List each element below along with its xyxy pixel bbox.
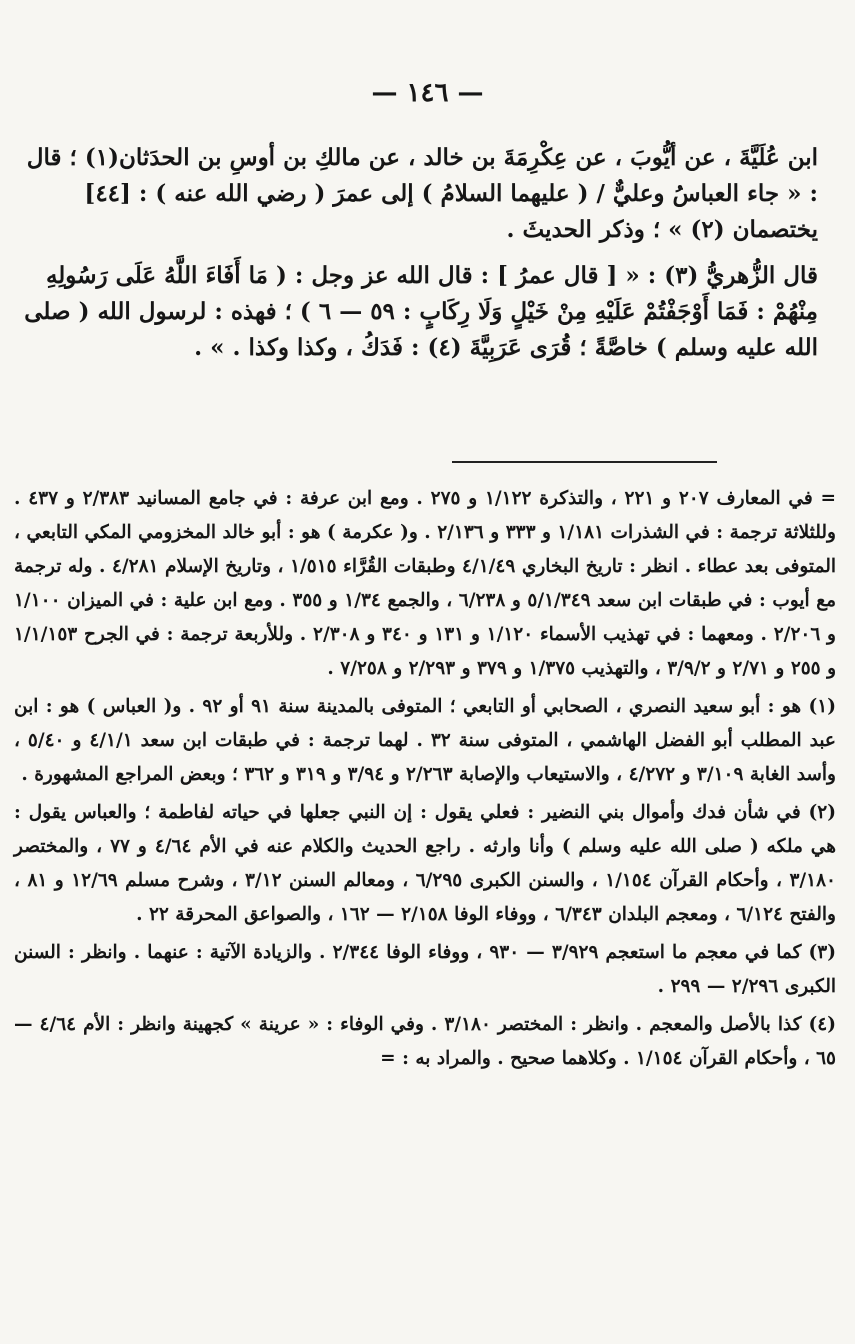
footnotes [14, 482, 836, 1076]
main-text [18, 140, 818, 366]
main-paragraph-2: قال الزُّهريُّ (٣) : « [ قال عمرُ ] : قال الله عز وجل : ( مَا أَفَاءَ اللَّهُ عَلَى رَسُولِهِ مِنْهُمْ : فَمَا أَوْجَفْتُمْ عَلَيْهِ مِنْ خَيْلٍ وَلَا رِكَابٍ : ٥٩ — ٦ ) ؛ فهذه : لرسول الله ( صلى الله عليه وسلم ) خاصَّةً ؛ قُرَى عَرَبِيَّةَ (٤) : فَدَكُ ، وكذا وكذا . » . [24, 262, 818, 361]
footnote-2: (٢) في شأن فدك وأموال بني النضير : فعلي يقول : إن النبي جعلها في حياته لفاطمة ؛ والعباس يقول : هي ملكه ( صلى الله عليه وسلم ) وأنا وارثه . راجع الحديث والكلام عنه في الأم ٤/٦٤ و ٧٧ ، والمختصر ٣/١٨٠ ، وأحكام القرآن ١/١٥٤ ، والسنن الكبرى ٦/٢٩٥ ، ومعالم السنن ٣/١٢ ، وشرح مسلم ١٢/٦٩ و ٨١ ، والفتح ٦/١٢٤ ، ومعجم البلدان ٦/٣٤٣ ، ووفاء الوفا ٢/١٥٨ — ١٦٢ ، والصواعق المحرقة ٢٢ . [14, 802, 836, 925]
footnote-4: (٤) كذا بالأصل والمعجم . وانظر : المختصر ٣/١٨٠ . وفي الوفاء : « عرينة » كجهينة وانظر : الأم ٤/٦٤ — ٦٥ ، وأحكام القرآن ١/١٥٤ . وكلاهما صحيح . والمراد به : = [14, 1014, 836, 1069]
footnote-continuation: = في المعارف ٢٠٧ و ٢٢١ ، والتذكرة ١/١٢٢ و ٢٧٥ . ومع ابن عرفة : في جامع المسانيد ٢/٣٨٣ و ٤٣٧ . وللثلاثة ترجمة : في الشذرات ١/١٨١ و ٣٣٣ و ٢/١٣٦ . و( عكرمة ) هو : أبو خالد المخزومي المكي التابعي ، المتوفى بعد عطاء . انظر : تاريخ البخاري ٤/١/٤٩ وطبقات القُرَّاء ١/٥١٥ ، وتاريخ الإسلام ٤/٢٨١ . وله ترجمة مع أيوب : في طبقات ابن سعد ٥/١/٣٤٩ و ٦/٢٣٨ ، والجمع ١/٣٤ و ٣٥٥ . ومع ابن علية : في الميزان ١/١٠٠ و ٢/٢٠٦ . ومعهما : في تهذيب الأسماء ١/١٢٠ و ١٣١ و ٣٤٠ و ٢/٣٠٨ . وللأربعة ترجمة : في الجرح ١/١/١٥٣ و ٢٥٥ و ٢/٧١ و ٣/٩/٢ ، والتهذيب ١/٣٧٥ و ٣٧٩ و ٢/٢٩٣ و ٧/٢٥٨ . [14, 488, 836, 679]
page-number: — ١٤٦ — [371, 78, 484, 108]
main-paragraph-1: ابن عُلَيَّةَ ، عن أيُّوبَ ، عن عِكْرِمَةَ بن خالد ، عن مالكِ بن أوسِ بن الحدَثان(١) ؛ قال : « جاء العباسُ وعليٌّ / ( عليهما السلامُ ) إلى عمرَ ( رضي الله عنه ) : [٤٤] يختصمان (٢) » ؛ وذكر الحديثَ . [26, 144, 818, 243]
footnote-divider [452, 461, 717, 463]
footnote-1: (١) هو : أبو سعيد النصري ، الصحابي أو التابعي ؛ المتوفى بالمدينة سنة ٩١ أو ٩٢ . و( العباس ) هو : ابن عبد المطلب أبو الفضل الهاشمي ، المتوفى سنة ٣٢ . لهما ترجمة : في طبقات ابن سعد ٤/١/١ و ٥/٤٠ ، وأسد الغابة ٣/١٠٩ و ٤/٢٧٢ ، والاستيعاب والإصابة ٢/٢٦٣ و ٣/٩٤ و ٣١٩ و ٣٦٢ ؛ وبعض المراجع المشهورة . [14, 696, 836, 785]
footnote-3: (٣) كما في معجم ما استعجم ٣/٩٢٩ — ٩٣٠ ، ووفاء الوفا ٢/٣٤٤ . والزيادة الآتية : عنهما . وانظر : السنن الكبرى ٢/٢٩٦ — ٢٩٩ . [14, 942, 836, 997]
